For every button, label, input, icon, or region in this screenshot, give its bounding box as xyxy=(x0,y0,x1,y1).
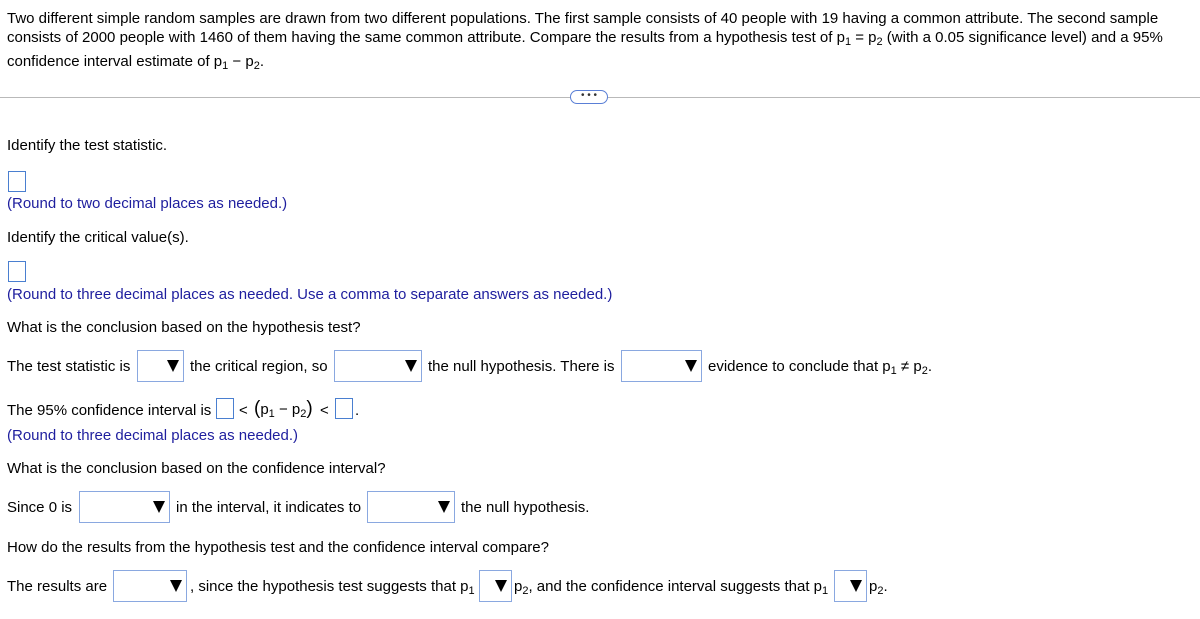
question-hypothesis-conclusion: What is the conclusion based on the hypothesis test? xyxy=(7,319,361,336)
ci-parameter: $(p_1 - p_2)$ xyxy=(254,398,313,420)
null-hypothesis-text: the null hypothesis. There is xyxy=(428,358,615,375)
ci-null-hypothesis-dropdown[interactable] xyxy=(367,491,455,523)
results-comparison-dropdown[interactable] xyxy=(113,570,187,602)
test-statistic-region-dropdown[interactable] xyxy=(137,350,184,382)
hypothesis-test-suggests-text: , since the hypothesis test suggests that $p_1$ xyxy=(190,578,475,597)
less-than-symbol-2: < xyxy=(320,402,329,419)
chevron-down-icon xyxy=(167,360,179,372)
evidence-dropdown[interactable] xyxy=(621,350,702,382)
chevron-down-icon xyxy=(438,501,450,513)
ci-relation-dropdown[interactable] xyxy=(834,570,867,602)
ci-lower-bound-input[interactable] xyxy=(216,398,234,419)
chevron-down-icon xyxy=(495,580,507,592)
less-than-symbol: < xyxy=(239,402,248,419)
chevron-down-icon xyxy=(405,360,417,372)
chevron-down-icon xyxy=(170,580,182,592)
interval-indicates-text: in the interval, it indicates to xyxy=(176,499,362,516)
null-hypothesis-action-dropdown[interactable] xyxy=(334,350,422,382)
hypothesis-test-relation-dropdown[interactable] xyxy=(479,570,512,602)
results-are-text: The results are xyxy=(7,578,108,595)
chevron-down-icon xyxy=(685,360,697,372)
question-ci-conclusion: What is the conclusion based on the confidence interval? xyxy=(7,460,386,477)
question-compare-results: How do the results from the hypothesis test and the confidence interval compare? xyxy=(7,539,549,556)
problem-line-2: consists of 2000 people with 1460 of them having the same common attribute. Compare the results from a hypothesis test of $p_1 = p_2$ (with a 0.05 significance level) and a 95% xyxy=(7,29,1163,48)
critical-values-hint: (Round to three decimal places as needed. Use a comma to separate answers as needed.) xyxy=(7,286,613,303)
ci-suggests-text: $p_2$, and the confidence interval suggests that $p_1$ xyxy=(514,578,829,597)
confidence-interval-text: The 95% confidence interval is xyxy=(7,402,212,419)
since-zero-text: Since 0 is xyxy=(7,499,73,516)
question-test-statistic: Identify the test statistic. xyxy=(7,137,168,154)
question-critical-values: Identify the critical value(s). xyxy=(7,229,189,246)
chevron-down-icon xyxy=(850,580,862,592)
test-statistic-hint: (Round to two decimal places as needed.) xyxy=(7,195,288,212)
confidence-interval-hint: (Round to three decimal places as needed.) xyxy=(7,427,299,444)
problem-line-1: Two different simple random samples are drawn from two different populations. The first sample consists of 40 people with 19 having a common attribute. The second sample xyxy=(7,10,1159,27)
test-statistic-sentence-start: The test statistic is xyxy=(7,358,131,375)
critical-region-text: the critical region, so xyxy=(190,358,328,375)
ci-upper-bound-input[interactable] xyxy=(335,398,353,419)
chevron-down-icon xyxy=(153,501,165,513)
final-p2-text: $p_2$. xyxy=(869,578,888,597)
critical-values-input[interactable] xyxy=(8,261,26,282)
problem-line-3: confidence interval estimate of $p_1 - p_2$. xyxy=(7,53,264,72)
zero-in-interval-dropdown[interactable] xyxy=(79,491,170,523)
ci-period: . xyxy=(355,402,360,419)
ci-null-hypothesis-text: the null hypothesis. xyxy=(461,499,590,516)
more-options-button[interactable]: • • • xyxy=(570,90,608,104)
test-statistic-input[interactable] xyxy=(8,171,26,192)
evidence-conclusion-text: evidence to conclude that $p_1 \ne p_2$. xyxy=(708,358,932,377)
